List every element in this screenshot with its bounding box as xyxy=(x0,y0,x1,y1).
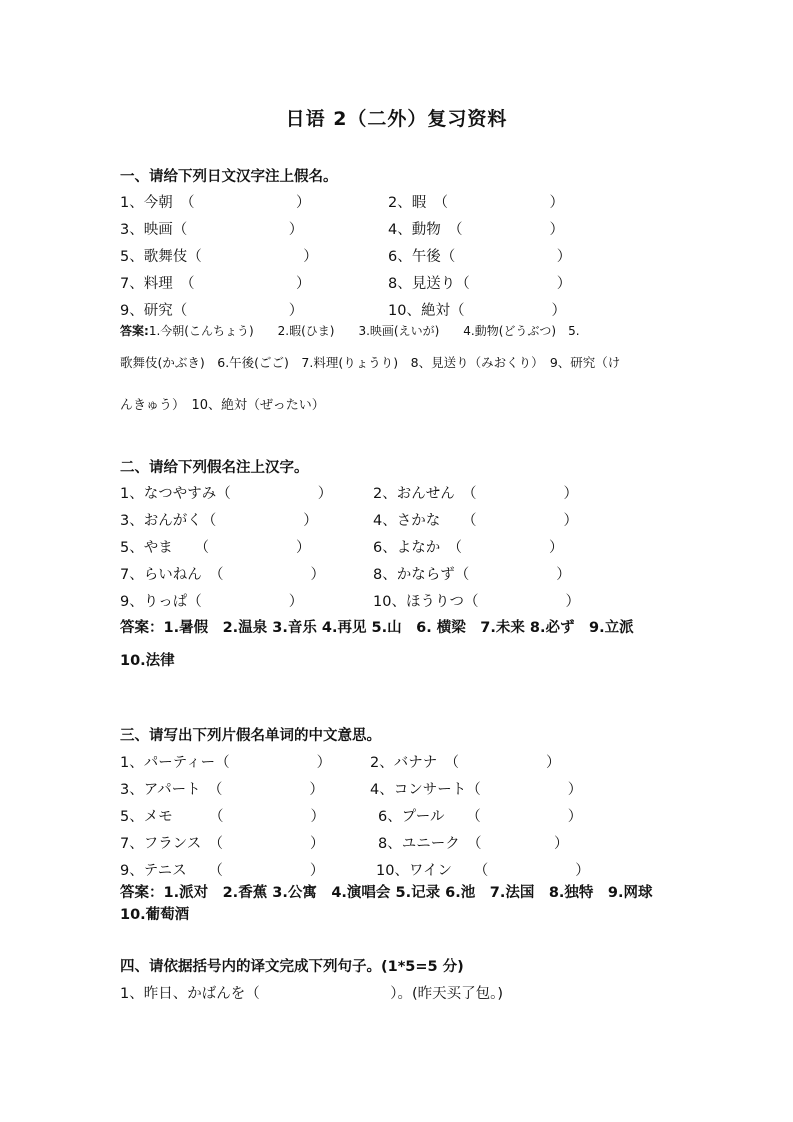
section2-q7: 7、らいねん （ ） xyxy=(120,567,325,583)
section1-heading: 一、请给下列日文汉字注上假名。 xyxy=(120,169,338,185)
section3-q2: 2、バナナ （ ） xyxy=(370,755,561,771)
section4-row xyxy=(120,982,720,1004)
section2-heading: 二、请给下列假名注上汉字。 xyxy=(120,460,309,476)
section1-q6: 6、午後（ ） xyxy=(388,249,572,265)
section2-row xyxy=(120,563,720,585)
section1-q2: 2、暇 （ ） xyxy=(388,195,564,211)
section1-q4: 4、動物 （ ） xyxy=(388,222,564,238)
section2-q6: 6、よなか （ ） xyxy=(373,540,564,556)
section1-q10: 10、絶対（ ） xyxy=(388,303,566,319)
section2-answer-line2: 10.法律 xyxy=(120,653,175,669)
section1-answer-text: 1.今朝(こんちょう) 2.暇(ひま) 3.映画(えいが) 4.動物(どうぶつ) 5. xyxy=(148,324,580,338)
section1-row xyxy=(120,299,720,321)
section1-answer-line2: 歌舞伎(かぶき) 6.午後(ごご) 7.料理(りょうり) 8、見送り（みおくり） 9、研究（け xyxy=(120,355,621,370)
section2-row xyxy=(120,509,720,531)
section3-row xyxy=(120,751,720,773)
section3-row xyxy=(120,832,720,854)
section3-answer-line2: 10.葡萄酒 xyxy=(120,907,190,923)
section1-row xyxy=(120,272,720,294)
section3-q4: 4、コンサート（ ） xyxy=(370,782,583,798)
section4-heading: 四、请依据括号内的译文完成下列句子。(1*5=5 分) xyxy=(120,959,464,975)
section2-q10: 10、ほうりつ（ ） xyxy=(373,594,580,610)
section2-q5: 5、やま （ ） xyxy=(120,540,311,556)
section1-q3: 3、映画（ ） xyxy=(120,222,304,238)
section3-heading: 三、请写出下列片假名单词的中文意思。 xyxy=(120,728,381,744)
section1-answer-line1 xyxy=(120,322,580,339)
section2-q9: 9、りっぱ（ ） xyxy=(120,594,304,610)
section3-answer-line1: 答案：1.派对 2.香蕉 3.公寓 4.演唱会 5.记录 6.池 7.法国 8.独特 9.网球 xyxy=(120,885,653,901)
section1-row xyxy=(120,191,720,213)
section1-q7: 7、料理 （ ） xyxy=(120,276,311,292)
section3-row xyxy=(120,778,720,800)
section1-row xyxy=(120,245,720,267)
section2-q4: 4、さかな （ ） xyxy=(373,513,578,529)
section3-row xyxy=(120,859,720,881)
section1-q1: 1、今朝 （ ） xyxy=(120,195,311,211)
section3-q3: 3、アパート （ ） xyxy=(120,782,324,798)
section4-q1: 1、昨日、かばんを（ ）。(昨天买了包。) xyxy=(120,986,504,1002)
section1-q9: 9、研究（ ） xyxy=(120,303,304,319)
section1-q5: 5、歌舞伎（ ） xyxy=(120,249,318,265)
section2-q2: 2、おんせん （ ） xyxy=(373,486,578,502)
section1-answer-line3: んきゅう） 10、絶対（ぜったい） xyxy=(120,398,325,413)
section3-q8: 8、ユニーク （ ） xyxy=(378,836,569,852)
section3-q1: 1、パーティー（ ） xyxy=(120,755,332,771)
section1-row xyxy=(120,218,720,240)
section3-q9: 9、テニス （ ） xyxy=(120,863,325,879)
section2-q1: 1、なつやすみ（ ） xyxy=(120,486,333,502)
section3-q10: 10、ワイン （ ） xyxy=(376,863,590,879)
section3-row xyxy=(120,805,720,827)
section2-answer-line1: 答案：1.暑假 2.温泉 3.音乐 4.再见 5.山 6. 横梁 7.未来 8.必ず 9.立派 xyxy=(120,620,634,636)
section2-q8: 8、かならず（ ） xyxy=(373,567,571,583)
section2-row xyxy=(120,590,720,612)
section1-q8: 8、見送り（ ） xyxy=(388,276,572,292)
page-title: 日语 2（二外）复习资料 xyxy=(285,108,508,130)
section3-q6: 6、プール （ ） xyxy=(378,809,583,825)
section2-q3: 3、おんがく（ ） xyxy=(120,513,318,529)
section1-answer-label: 答案: xyxy=(120,324,149,338)
section2-row xyxy=(120,536,720,558)
section3-q5: 5、メモ （ ） xyxy=(120,809,325,825)
section2-row xyxy=(120,482,720,504)
section3-q7: 7、フランス （ ） xyxy=(120,836,325,852)
